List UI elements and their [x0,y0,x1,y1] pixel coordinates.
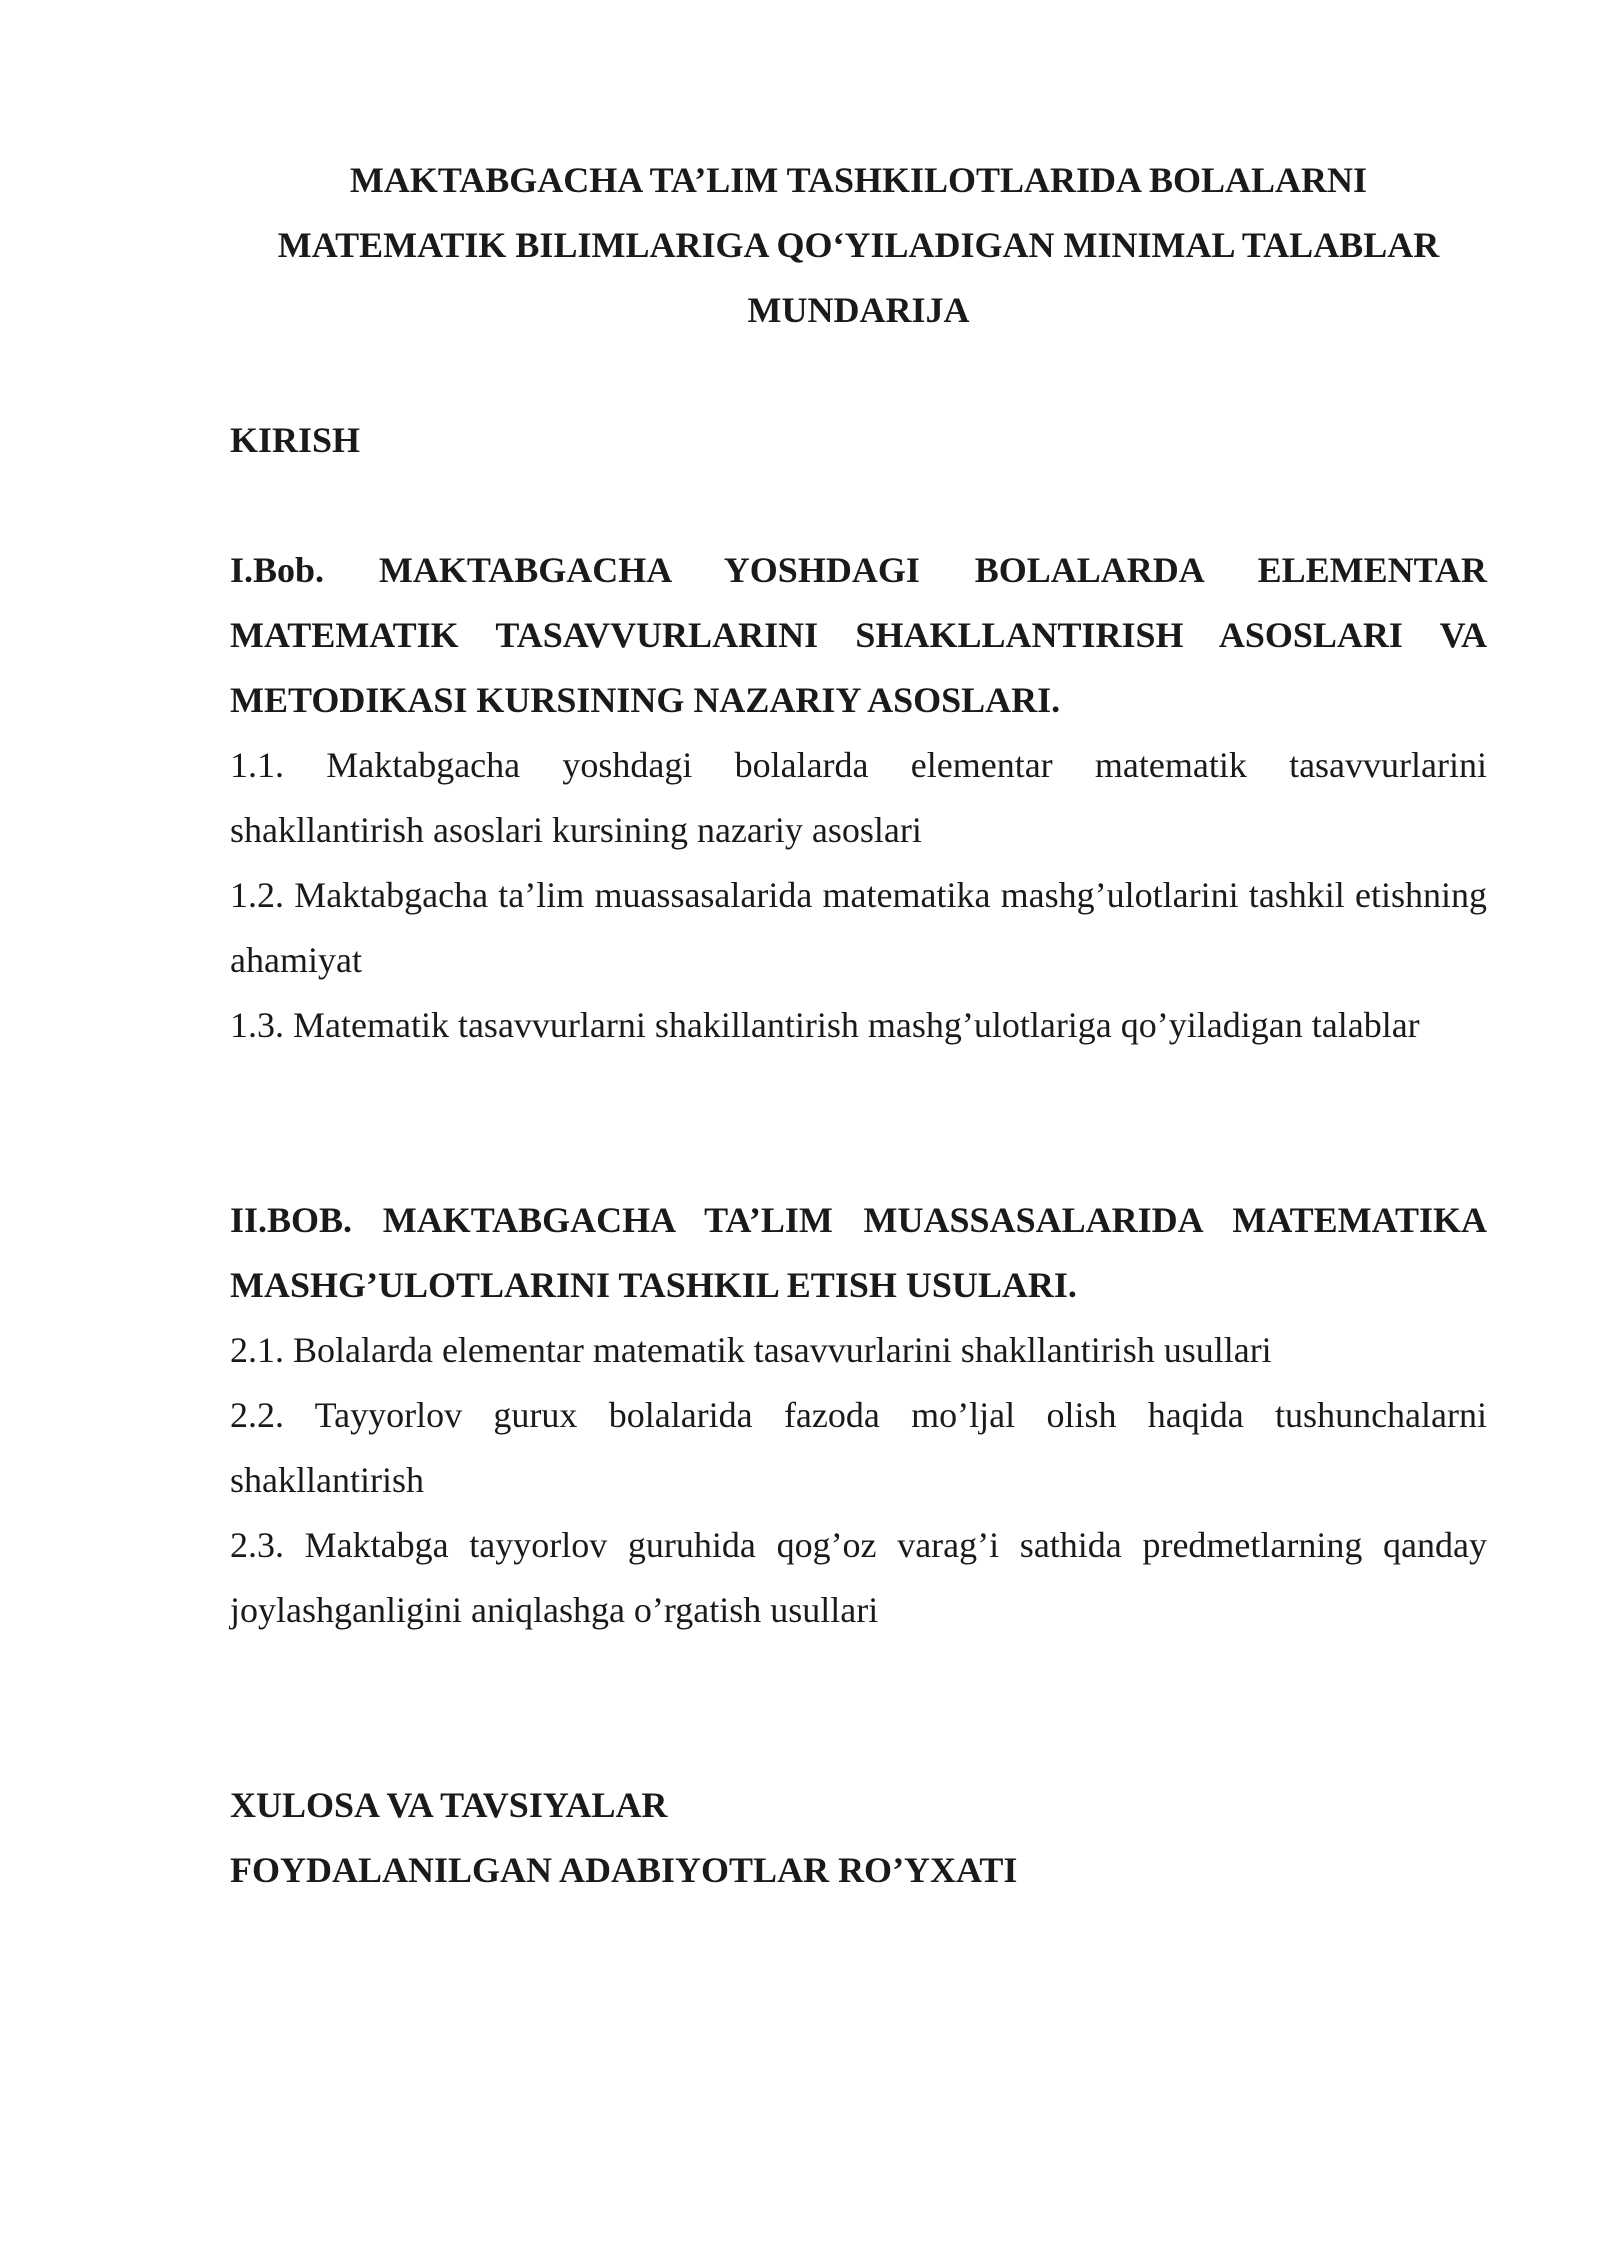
spacer [230,343,1487,408]
toc-item-2-3: 2.3. Maktabga tayyorlov guruhida qog’oz varag’i sathida predmetlarning qanday joylashganligini aniqlashga o’rgatish usullari [230,1525,1487,1630]
toc-item-2-1: 2.1. Bolalarda elementar matematik tasavvurlarini shakllantirish usullari [230,1330,1272,1370]
toc-item-1-1: 1.1. Maktabgacha yoshdagi bolalarda elementar matematik tasavvurlarini shakllantirish asoslari kursining nazariy asoslari [230,745,1487,850]
chapter-2-heading: II.BOB. MAKTABGACHA TA’LIM MUASSASALARIDA MATEMATIKA MASHG’ULOTLARINI TASHKIL ETISH USULARI. [230,1200,1487,1305]
title-line-1: MAKTABGACHA TA’LIM TASHKILOTLARIDA BOLALARNI [349,160,1368,200]
contents-heading: MUNDARIJA [747,290,970,330]
toc-item-1-2: 1.2. Maktabgacha ta’lim muassasalarida matematika mashg’ulotlarini tashkil etishning ahamiyat [230,875,1487,980]
table-of-contents [230,148,1487,1903]
chapter-2 [230,1188,1487,1643]
document-title [230,148,1487,343]
title-line-2: MATEMATIK BILIMLARIGA QO‘YILADIGAN MINIMAL TALABLAR [277,225,1440,265]
conclusions-heading: XULOSA VA TAVSIYALAR [230,1785,668,1825]
chapter-1-heading: I.Bob. MAKTABGACHA YOSHDAGI BOLALARDA ELEMENTAR MATEMATIK TASAVVURLARINI SHAKLLANTIRISH ASOSLARI VA METODIKASI KURSINING NAZARIY ASOSLARI. [230,550,1487,720]
toc-item-1-3: 1.3. Matematik tasavvurlarni shakillantirish mashg’ulotlariga qo’yiladigan talablar [230,1005,1420,1045]
chapter-1 [230,538,1487,1058]
references-heading: FOYDALANILGAN ADABIYOTLAR RO’YXATI [230,1850,1018,1890]
spacer [230,1643,1487,1773]
spacer [230,1058,1487,1188]
intro-heading: KIRISH [230,420,361,460]
spacer [230,473,1487,538]
toc-item-2-2: 2.2. Tayyorlov gurux bolalarida fazoda mo’ljal olish haqida tushunchalarni shakllantirish [230,1395,1487,1500]
